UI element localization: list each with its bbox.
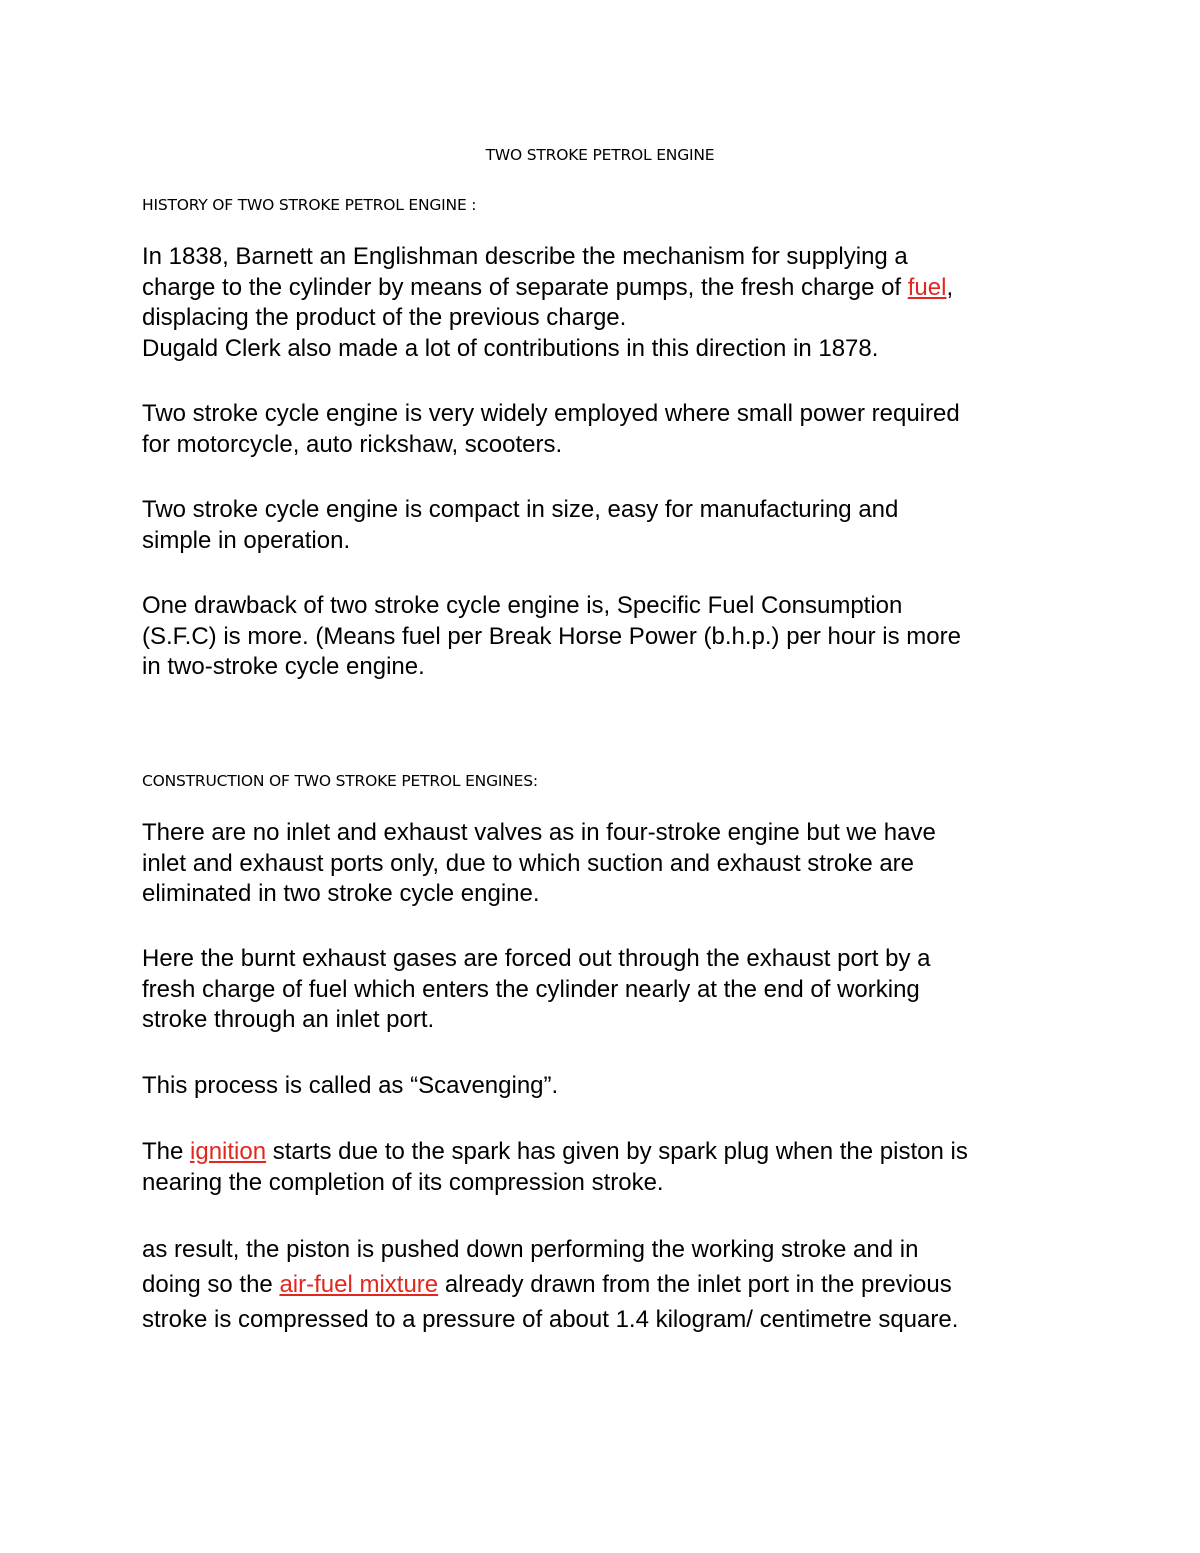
construction-paragraph-2 [142,944,1072,1036]
history-paragraph-3 [142,495,1072,556]
construction-heading: CONSTRUCTION OF TWO STROKE PETROL ENGINES: [142,772,538,790]
text-segment: starts due to the spark has given by spark plug when the piston is [266,1138,968,1165]
text-line: Dugald Clerk also made a lot of contributions in this direction in 1878. [142,334,879,362]
text-line: displacing the product of the previous charge. [142,304,627,331]
text-line: eliminated in two stroke cycle engine. [142,880,540,907]
text-line [142,1137,1072,1168]
construction-paragraph-1 [142,818,1072,910]
text-line [142,273,1072,304]
document-title: TWO STROKE PETROL ENGINE [485,146,715,164]
text-line: for motorcycle, auto rickshaw, scooters. [142,430,563,458]
ignition-link[interactable]: ignition [190,1138,267,1165]
text-line: nearing the completion of its compression stroke. [142,1168,664,1196]
text-line: Two stroke cycle engine is very widely employed where small power required [142,400,960,427]
text-segment: doing so the [142,1271,280,1298]
text-line: stroke is compressed to a pressure of about 1.4 kilogram/ centimetre square. [142,1306,959,1333]
text-line [142,1267,1072,1302]
text-line: simple in operation. [142,526,351,554]
text-line: as result, the piston is pushed down performing the working stroke and in [142,1236,919,1263]
text-line: Two stroke cycle engine is compact in size, easy for manufacturing and [142,496,899,523]
text-line: in two-stroke cycle engine. [142,653,425,680]
text-line: One drawback of two stroke cycle engine is, Specific Fuel Consumption [142,592,903,619]
construction-paragraph-3 [142,1071,1072,1102]
fuel-link[interactable]: fuel [907,273,947,301]
text-segment: The [142,1138,191,1165]
air-fuel-mixture-link[interactable]: air-fuel mixture [279,1271,439,1298]
text-segment: , [946,273,954,301]
text-line: In 1838, Barnett an Englishman describe the mechanism for supplying a [142,243,908,270]
text-line: stroke through an inlet port. [142,1006,435,1033]
text-line: Here the burnt exhaust gases are forced out through the exhaust port by a [142,945,931,972]
text-line: fresh charge of fuel which enters the cylinder nearly at the end of working [142,975,920,1003]
history-paragraph-4 [142,591,1072,683]
history-paragraph-2 [142,399,1072,460]
text-line: (S.F.C) is more. (Means fuel per Break Horse Power (b.h.p.) per hour is more [142,622,961,650]
text-line: inlet and exhaust ports only, due to which suction and exhaust stroke are [142,849,915,877]
history-paragraph-1 [142,242,1072,364]
history-heading: HISTORY OF TWO STROKE PETROL ENGINE : [142,196,477,214]
text-line: There are no inlet and exhaust valves as in four-stroke engine but we have [142,819,936,846]
construction-paragraph-4 [142,1137,1072,1198]
construction-paragraph-5 [142,1232,1072,1337]
text-line: This process is called as “Scavenging”. [142,1072,559,1099]
text-segment: charge to the cylinder by means of separate pumps, the fresh charge of [142,273,908,301]
text-segment: already drawn from the inlet port in the previous [438,1271,952,1298]
